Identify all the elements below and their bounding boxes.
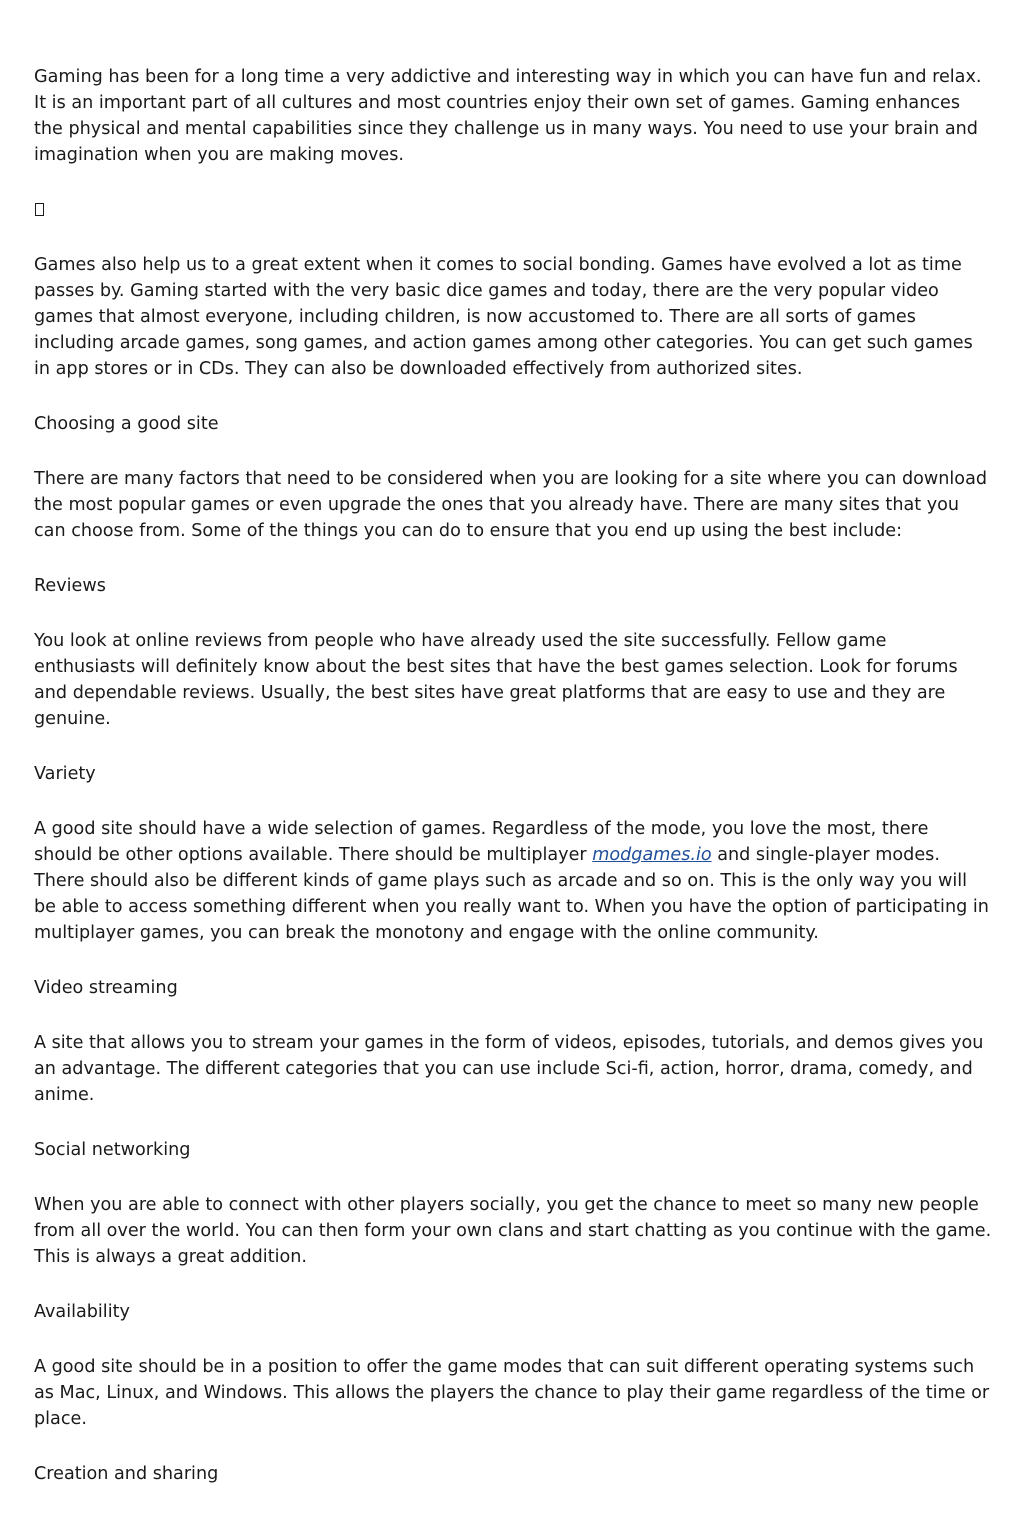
image-placeholder [34, 197, 992, 223]
paragraph-variety [34, 816, 992, 946]
variety-text-before: A good site should have a wide selection of games. Regardless of the mode, you love the most, there should be other options available. There should be multiplayer [34, 819, 929, 865]
heading-social-networking: Social networking [34, 1140, 191, 1160]
paragraph-video-streaming: A site that allows you to stream your games in the form of videos, episodes, tutorials, and demos gives you an advantage. The different categories that you can use include Sci-fi, action, horror, drama, comedy, and anime. [34, 1033, 984, 1105]
modgames-link[interactable]: modgames.io [592, 845, 712, 865]
paragraph-social-bonding: Games also help us to a great extent when it comes to social bonding. Games have evolved a lot as time passes by. Gaming started with the very basic dice games and today, there are the very popular video games that almost everyone, including children, is now accustomed to. There are all sorts of games including arcade games, song games, and action games among other categories. You can get such games in app stores or in CDs. They can also be downloaded effectively from authorized sites. [34, 255, 973, 379]
heading-video-streaming: Video streaming [34, 978, 178, 998]
heading-variety: Variety [34, 764, 96, 784]
variety-text-after: and single-player modes. There should also be different kinds of game plays such as arcade and so on. This is the only way you will be able to access something different when you really want to. When you have the option of participating in multiplayer games, you can break the monotony and engage with the online community. [34, 845, 989, 943]
paragraph-availability: A good site should be in a position to offer the game modes that can suit different operating systems such as Mac, Linux, and Windows. This allows the players the chance to play their game regardless of the time or place. [34, 1357, 990, 1429]
heading-availability: Availability [34, 1302, 130, 1322]
article-body [34, 64, 992, 1516]
paragraph-social-networking: When you are able to connect with other players socially, you get the chance to meet so many new people from all over the world. You can then form your own clans and start chatting as you continue with the game. This is always a great addition. [34, 1195, 992, 1267]
heading-creation-sharing: Creation and sharing [34, 1464, 219, 1484]
heading-reviews: Reviews [34, 576, 106, 596]
heading-choosing-site: Choosing a good site [34, 414, 219, 434]
paragraph-choosing-site: There are many factors that need to be considered when you are looking for a site where you can download the most popular games or even upgrade the ones that you already have. There are many sites that you can choose from. Some of the things you can do to ensure that you end up using the best include: [34, 469, 988, 541]
paragraph-reviews: You look at online reviews from people who have already used the site successfully. Fellow game enthusiasts will definitely know about the best sites that have the best games selection. Look for forums and dependable reviews. Usually, the best sites have great platforms that are easy to use and they are genuine. [34, 631, 958, 729]
missing-image-glyph-icon [35, 203, 44, 216]
intro-paragraph: Gaming has been for a long time a very addictive and interesting way in which you can have fun and relax. It is an important part of all cultures and most countries enjoy their own set of games. Gaming enhances the physical and mental capabilities since they challenge us in many ways. You need to use your brain and imagination when you are making moves. [34, 67, 982, 165]
